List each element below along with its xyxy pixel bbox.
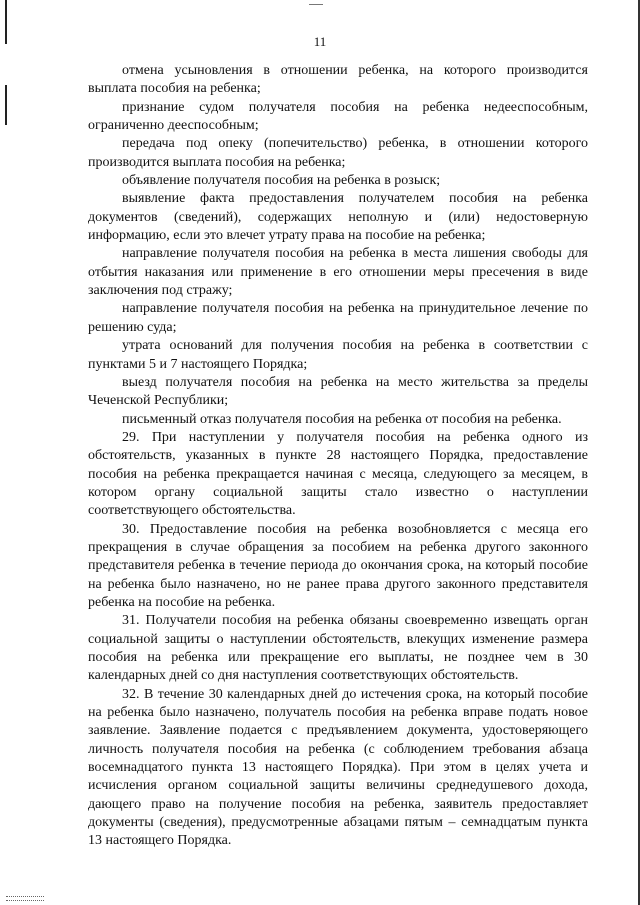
paragraph: передача под опеку (попечительство) ребенка, в отношении которого производится выплата пособия на ребенка; bbox=[88, 136, 588, 170]
paragraph: выявление факта предоставления получателем пособия на ребенка документов (сведений), содержащих неполную и (или) недостоверную информацию, если это влечет утрату права на пособие на ребенка; bbox=[88, 191, 588, 244]
paragraph: 31. Получатели пособия на ребенка обязаны своевременно извещать орган социальной защиты о наступлении обстоятельств, влекущих изменение размера пособия на ребенка или прекращение его выплаты, не позднее чем в 30 календарных дней со дня наступления соответствующих обстоятельств. bbox=[88, 613, 588, 684]
paragraph: письменный отказ получателя пособия на ребенка от пособия на ребенка. bbox=[122, 411, 562, 427]
paragraph: утрата оснований для получения пособия на ребенка в соответствии с пунктами 5 и 7 настоящего Порядка; bbox=[88, 338, 588, 372]
paragraph: объявление получателя пособия на ребенка в розыск; bbox=[122, 173, 441, 189]
scan-mark-left-middle bbox=[5, 85, 7, 125]
page-number: 11 bbox=[313, 34, 327, 49]
paragraph: направление получателя пособия на ребенка на принудительное лечение по решению суда; bbox=[88, 301, 588, 335]
paragraph: 29. При наступлении у получателя пособия на ребенка одного из обстоятельств, указанных в пункте 28 настоящего Порядка, предоставление пособия на ребенка прекращается начиная с месяца, следующего за месяцем, в котором органу социальной защиты стало известно о наступлении соответствующего обстоятельства. bbox=[88, 429, 588, 519]
scan-mark-bottom bbox=[6, 896, 44, 901]
paragraph: признание судом получателя пособия на ребенка недееспособным, ограниченно дееспособным; bbox=[88, 99, 588, 134]
scan-mark-top bbox=[309, 4, 323, 5]
body-text bbox=[88, 62, 588, 851]
paragraph: отмена усыновления в отношении ребенка, на которого производится выплата пособия на ребенка; bbox=[88, 63, 588, 97]
paragraph: направление получателя пособия на ребенка в места лишения свободы для отбытия наказания или применение в его отношении меры пресечения в виде заключения под стражу; bbox=[88, 246, 588, 299]
paragraph: выезд получателя пособия на ребенка на место жительства за пределы Чеченской Республики; bbox=[88, 374, 588, 409]
paragraph: 30. Предоставление пособия на ребенка возобновляется с месяца его прекращения в случае обращения за пособием на ребенка другого законного представителя ребенка в течение периода до окончания срока, на который пособие на ребенка было назначено, но не ранее права другого законного представителя ребенка на пособие на ребенка. bbox=[88, 521, 588, 610]
paragraph: 32. В течение 30 календарных дней до истечения срока, на который пособие на ребенка было назначено, получатель пособия на ребенка вправе подать новое заявление. Заявление подается с предъявлением документа, удостоверяющего личность получателя пособия на ребенка (с соблюдением требования абзаца восемнадцатого пункта 13 настоящего Порядка). При этом в целях учета и исчисления органом социальной защиты величины среднедушевого дохода, дающего право на получение пособия на ребенка, заявитель предоставляет документы (сведения), предусмотренные абзацами пятым – семнадцатым пункта 13 настоящего Порядка. bbox=[88, 686, 588, 849]
